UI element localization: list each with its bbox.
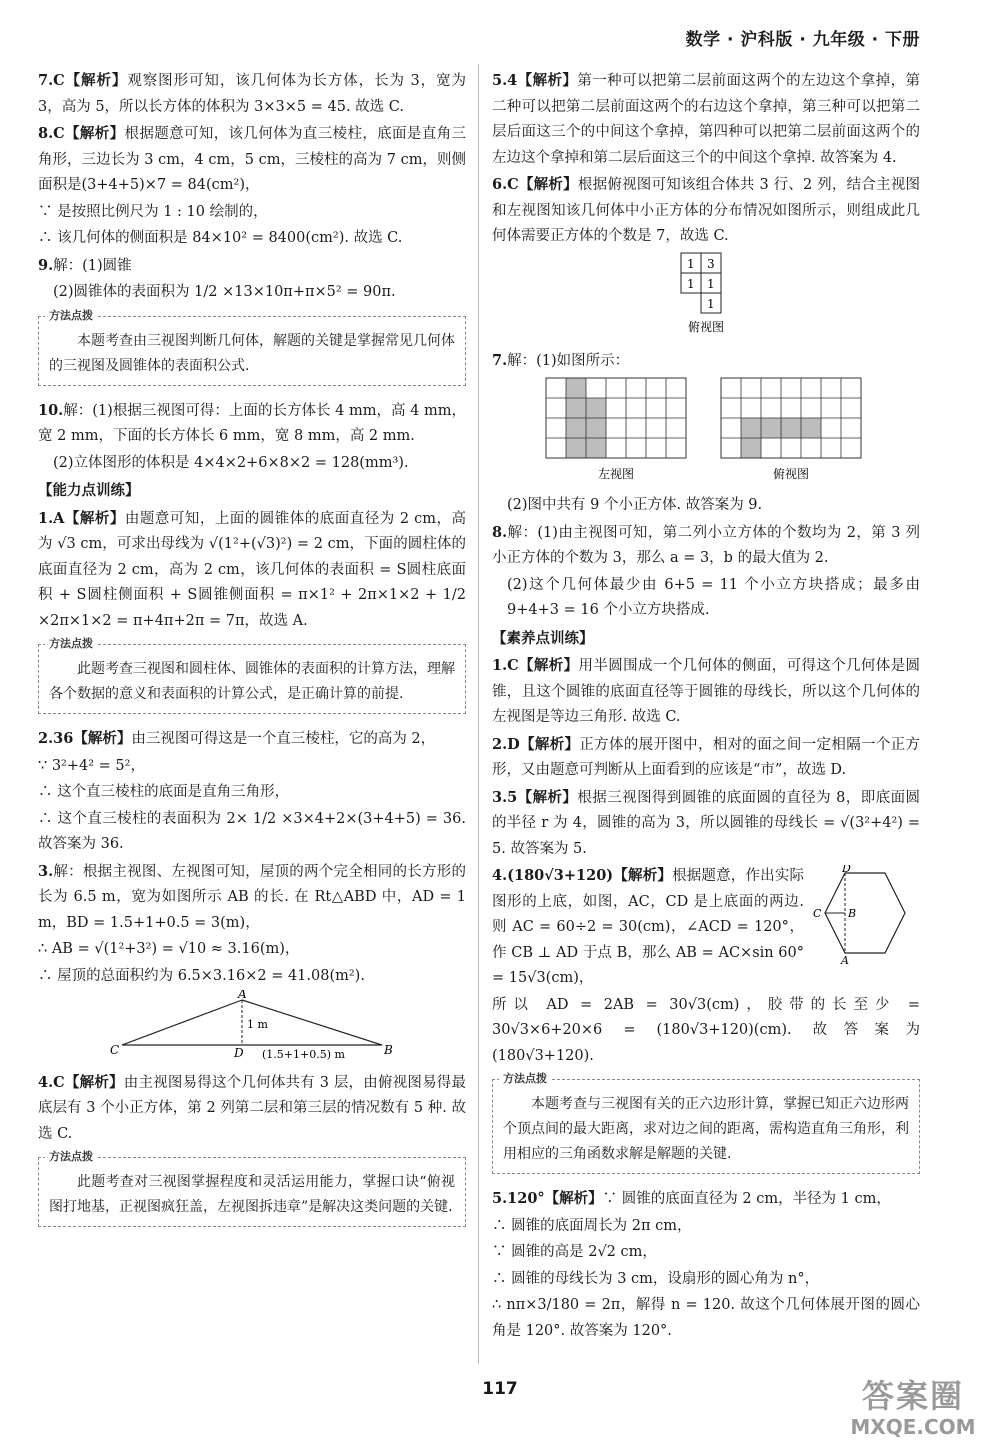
literacy-answer-4-line2: 所以 AD = 2AB = 30√3(cm)，胶带的长至少 = 30√3×6+20×6 = (180√3+120)(cm). 故答案为 (180√3+120). [492,996,920,1064]
ability-answer-2 [38,726,466,753]
grid-views-figure [492,376,920,494]
ability-answer-2-line3: ∴ 这个直三棱柱的底面是直角三角形， [38,784,290,800]
analysis-tag: 【解析】 [517,72,578,89]
cell-count: 1 [707,296,715,311]
answer-text: 由题意可知，上面的圆锥体的底面直径为 2 cm，高为 √3 cm，可求出母线为 √(1²+(√3)²) = 2 cm，下面的圆柱体的底面直径为 2 cm，高为 2 cm，该几何体的表面积 = S圆柱底面积 + S圆柱侧面积 + S圆锥侧面积 = π×1² + 2π×1×2 + 1/2 ×2π×1×2 = π+4π+2π = 7π，故选 A. [38,510,467,629]
answer-text: 由主视图易得这个几何体共有 3 层，由俯视图易得最底层有 3 个小正方体，第 2 列第二层和第三层的情况数有 5 种. 故选 C. [38,1074,466,1142]
literacy-answer-4-block [492,863,920,1069]
ability-answer-3-line3: ∴ 屋顶的总面积约为 6.5×3.16×2 = 41.08(m²). [38,967,365,984]
grid-views-svg [536,376,876,484]
analysis-tag: 【解析】 [519,735,580,753]
answer-number: 2.D [492,735,520,753]
analysis-tag: 【解析】 [64,125,125,142]
base-length-label: (1.5+1+0.5) m [262,1048,345,1060]
answer-number: 9. [38,256,54,274]
page-header: 数学 · 沪科版 · 九年级 · 下册 [685,30,920,50]
point-label-a: A [841,954,849,965]
answer-number: 8. [492,523,508,541]
answer-text: 第一种可以把第二层前面这两个的左边这个拿掉，第二种可以把第二层前面这两个的右边这个拿掉，第三种可以把第二层后面这三个的中间这个拿掉，第四种可以把第二层前面这两个的左边这个拿掉和第二层后面这三个的中间这个拿掉. 故答案为 4. [492,73,921,166]
answer-text: 用半圆围成一个几何体的侧面，可得这个几何体是圆锥，且这个圆锥的底面直径等于圆锥的母线长，所以这个几何体的左视图是等边三角形. 故选 C. [492,658,921,725]
answer-number: 2.36 [38,730,74,747]
method-tip-text: 此题考查对三视图掌握程度和灵活运用能力，掌握口诀“俯视图打地基，正视图疯狂盖，左视图拆违章”是解决这类问题的关键. [49,1174,455,1215]
answer-8-line2: ∵ 是按照比例尺为 1 : 10 绘制的， [38,203,268,220]
method-tip-box [38,637,466,714]
method-tip-title: 方法点拨 [45,1149,97,1165]
answer-8-line3: ∴ 该几何体的侧面积是 84×10² = 8400(cm²). 故选 C. [38,230,403,246]
answer-text: 解：(1)由主视图可知，第二列小立方体的个数均为 2，第 3 列小正方体的个数为 3，那么 a = 3，b 的最大值为 2. [492,524,920,566]
point-label-c: C [813,907,822,920]
analysis-tag: 【解析】 [544,1190,603,1207]
answer-number: 1.C [492,657,519,674]
answer-text: ∵ 圆锥的底面直径为 2 cm，半径为 1 cm， [602,1191,891,1207]
answer-text: 根据题意可知，该几何体为直三棱柱，底面是直角三角形，三边长为 3 cm，4 cm，5 cm，三棱柱的高为 7 cm，则侧面积是(3+4+5)×7 = 84(cm²)， [38,126,467,193]
method-tip-title: 方法点拨 [45,308,97,324]
analysis-tag: 【解析】 [64,1073,124,1091]
left-view-grid [546,378,686,481]
answer-text: 解：(1)如图所示： [507,353,630,369]
literacy-answer-5-line4: ∴ 圆锥的母线长为 3 cm，设扇形的圆心角为 n°， [492,1270,820,1287]
analysis-tag: 【解析】 [518,176,578,193]
answer-number: 4.C [38,1073,65,1091]
method-tip-title: 方法点拨 [45,636,97,652]
height-label: 1 m [247,1018,268,1031]
analysis-tag: 【解析】 [64,509,125,527]
answer-7-right-line2: (2)图中共有 9 个小正方体. 故答案为 9. [507,497,763,513]
point-label-c: C [110,1043,120,1057]
site-watermark [838,1377,988,1447]
ability-answer-3 [38,859,466,937]
literacy-answer-5-line5: ∴ nπ×3/180 = 2π，解得 n = 120. 故这个几何体展开图的圆心角是 120°. 故答案为 120°. [492,1297,920,1339]
watermark-url: MXQE.COM [850,1415,976,1439]
analysis-tag: 【解析】 [73,730,132,747]
answer-number: 1.A [38,509,65,527]
answer-number: 3.5 [492,788,518,806]
answer-text: 观察图形可知，该几何体为长方体，长为 3，宽为 3，高为 5，所以长方体的体积为 3×3×5 = 45. 故选 C. [38,73,466,115]
answer-text: 解：(1)根据三视图可得：上面的长方体长 4 mm，高 4 mm，宽 2 mm，下面的长方体长 6 mm，宽 8 mm，高 2 mm. [38,402,466,444]
literacy-answer-3 [492,785,920,863]
answer-text: 由三视图可得这是一个直三棱柱，它的高为 2， [131,731,436,747]
point-label-d: D [234,1046,244,1060]
analysis-tag: 【解析】 [518,657,579,674]
ability-answer-2-line2: ∵ 3²+4² = 5²， [38,757,145,774]
analysis-tag: 【解析】 [517,788,578,806]
answer-number: 5.120° [492,1190,545,1207]
right-column [492,68,920,1345]
answer-text: 根据题意，作出实际图形的上底，如图，AC，CD 是上底面的两边. 则 AC = 60÷2 = 30(cm)，∠ACD = 120°，作 CB ⊥ AD 于点 B，那么 AB = AC×sin 60° = 15√3(cm)， [492,868,805,986]
answer-number: 6.C [492,176,519,193]
watermark-logo-text: 答案圈 [861,1377,964,1415]
answer-text: 解：(1)圆锥 [53,257,132,274]
ability-answer-2-line4: ∴ 这个直三棱柱的表面积为 2× 1/2 ×3×4+2×(3+4+5) = 36. 故答案为 36. [38,810,466,852]
column-divider [478,64,479,1364]
answer-8 [38,121,466,199]
answer-9-line2: (2)圆锥体的表面积为 1/2 ×13×10π+π×5² = 90π. [53,284,396,300]
answer-7-right [492,348,920,375]
answer-text: 根据三视图得到圆锥的底面圆的直径为 8，即底面圆的半径 r 为 4，圆锥的高为 3，所以圆锥的母线长 = √(3²+4²) = 5. 故答案为 5. [492,789,921,857]
answer-10-line2: (2)立体图形的体积是 4×4×2+6×8×2 = 128(mm³). [53,454,409,471]
answer-8-right-line2: (2)这个几何体最少由 6+5 = 11 个小立方块搭成；最多由 9+4+3 = 16 个小立方块搭成. [507,576,920,618]
answer-8-right [492,520,920,572]
cell-count: 3 [707,256,715,271]
point-label-b: B [848,907,857,920]
literacy-answer-1 [492,653,920,731]
answer-text: 根据俯视图可知该组合体共 3 行、2 列，结合主视图和左视图知该几何体中小正方体的分布情况如图所示，则组成此几何体需要正方体的个数是 7，故选 C. [492,177,921,244]
answer-10 [38,398,466,450]
analysis-tag: 【解析】 [64,72,128,89]
literacy-answer-5-line2: ∴ 圆锥的底面周长为 2π cm， [492,1217,692,1234]
point-label-d: D [842,865,851,875]
cell-count: 1 [687,276,695,291]
method-tip-text: 此题考查三视图和圆柱体、圆锥体的表面积的计算方法，理解各个数据的意义和表面积的计算公式，是正确计算的前提. [49,661,455,702]
answer-number: 5.4 [492,72,518,89]
answer-number: 8.C [38,125,65,142]
method-tip-box [492,1072,920,1174]
ability-answer-4 [38,1070,466,1148]
method-tip-box [38,308,466,386]
hexagon-figure [810,865,920,965]
point-label-b: B [384,1043,393,1057]
ability-answer-3-line2: ∴ AB = √(1²+3²) = √10 ≈ 3.16(m)， [38,941,300,957]
left-column [38,68,466,1239]
method-tip-text: 本题考查由三视图判断几何体，解题的关键是掌握常见几何体的三视图及圆锥体的表面积公式. [49,332,455,374]
answer-number: 7.C [38,72,65,89]
section-heading-ability: 【能力点训练】 [38,482,140,499]
answer-6 [492,172,920,250]
method-tip-text: 本题考查与三视图有关的正六边形计算，掌握已知正六边形两个顶点间的最大距离，求对边之间的距离，需构造直角三角形，利用相应的三角函数求解是解题的关键. [503,1096,909,1162]
roof-triangle-svg [102,990,402,1060]
top-view-grid [721,378,861,481]
roof-triangle-figure [38,990,466,1070]
section-heading-literacy: 【素养点训练】 [492,629,594,647]
answer-7 [38,68,466,120]
figure-caption: 俯视图 [772,466,810,481]
answer-text: 正方体的展开图中，相对的面之间一定相隔一个正方形，又由题意可判断从上面看到的应该是“市”，故选 D. [492,736,921,778]
answer-text: 解：根据主视图、左视图可知，屋顶的两个完全相同的长方形的长为 6.5 m，宽为如图所示 AB 的长. 在 Rt△ABD 中，AD = 1 m，BD = 1.5+1+0.5 = 3(m)， [38,863,466,931]
answer-number: 4.(180√3+120) [492,867,614,884]
ability-answer-1 [38,506,466,635]
method-tip-box [38,1150,466,1227]
literacy-answer-5-line3: ∵ 圆锥的高是 2√2 cm， [492,1244,657,1260]
top-view-figure [492,251,920,349]
answer-number: 7. [492,352,508,369]
cell-count: 1 [687,256,695,271]
analysis-tag: 【解析】 [613,867,673,884]
figure-caption: 俯视图 [687,319,725,334]
answer-5 [492,68,920,171]
literacy-answer-5 [492,1186,920,1213]
method-tip-title: 方法点拨 [499,1071,551,1087]
point-label-a: A [238,990,247,1001]
cell-count: 1 [707,276,715,291]
answer-9 [38,253,466,280]
top-view-svg [666,251,746,339]
figure-caption: 左视图 [597,466,635,481]
page-number: 117 [482,1379,518,1399]
literacy-answer-2 [492,732,920,784]
answer-number: 10. [38,401,64,419]
answer-number: 3. [38,862,54,880]
